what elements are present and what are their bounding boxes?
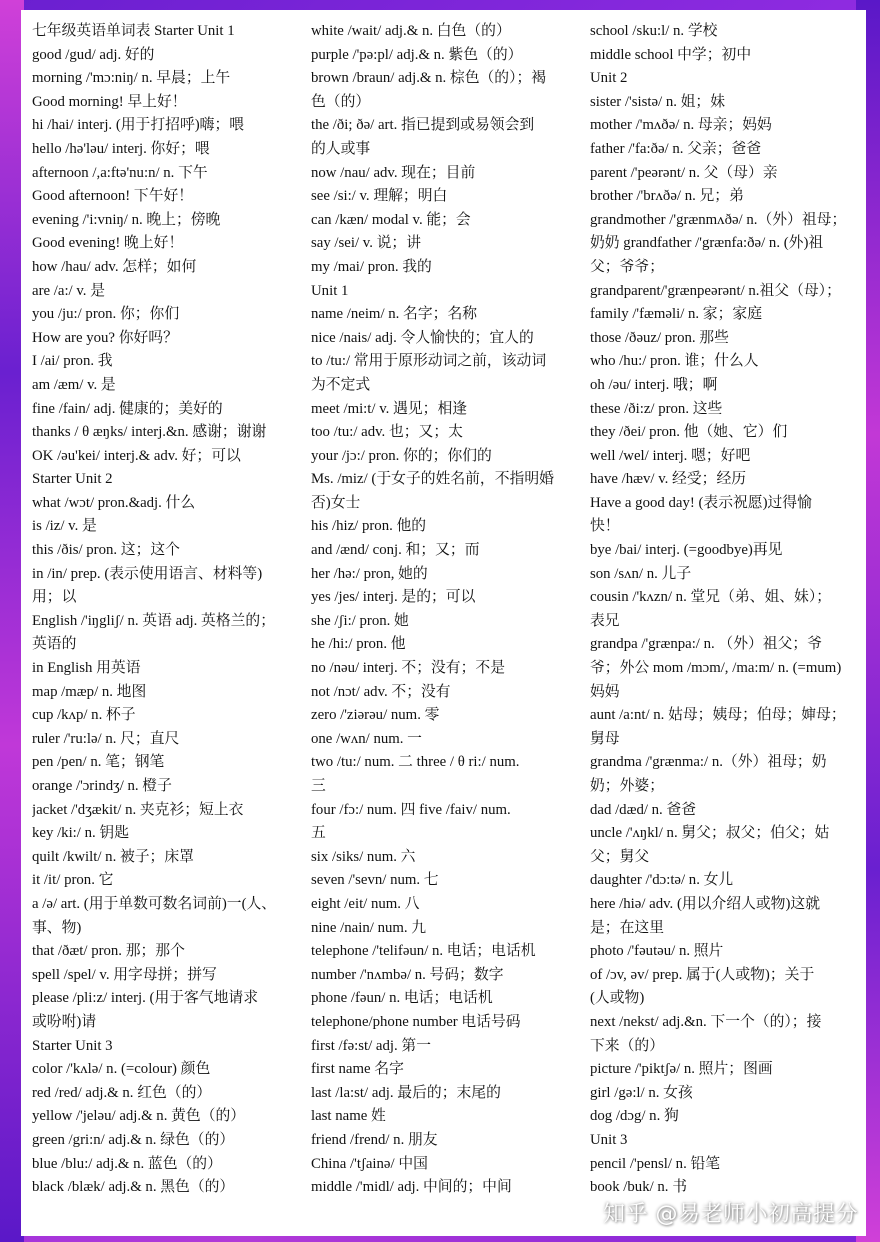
vocab-line: 三 [311,778,326,794]
vocab-line: those /ðəuz/ pron. 那些 [590,329,729,346]
vocab-line: mother /'mʌðə/ n. 母亲；妈妈 [590,117,772,134]
vocab-line: phone /fəun/ n. 电话；电话机 [311,990,493,1007]
vocab-line: 五 [311,825,326,842]
vocab-line: are /a:/ v. 是 [32,282,105,299]
vocab-line: Starter Unit 2 [32,471,113,488]
vocab-line: white /wait/ adj.& n. 白色（的） [311,23,511,39]
vocab-line: grandpa /'grænpa:/ n. （外）祖父；爷 [590,636,822,653]
vocab-line: grandparent/'grænpeərənt/ n.祖父（母）； [590,282,841,299]
vocab-line: in /in/ prep. (表示使用语言、材料等) [32,565,263,582]
vocab-line: Unit 2 [590,70,628,87]
vocab-line: her /hə:/ pron, 她的 [311,565,428,582]
vocab-line: this /ðis/ pron. 这；这个 [32,542,180,559]
vocab-line: 奶奶 grandfather /'grænfa:ðə/ n. (外)祖 [590,235,824,252]
vocab-line: have /hæv/ v. 经受；经历 [590,471,747,488]
vocab-line: she /ʃi:/ pron. 她 [311,612,409,629]
vocab-line: to /tu:/ 常用于原形动词之前，该动词 [311,353,547,370]
vocab-line: the /ði; ðə/ art. 指已提到或易领会到 [311,117,535,134]
vocab-line: they /ðei/ pron. 他（她、它）们 [590,424,788,441]
vocab-line: brother /'brʌðə/ n. 兄；弟 [590,188,744,205]
vocab-line: spell /spel/ v. 用字母拼；拼写 [32,966,217,983]
vocab-line: book /buk/ n. 书 [590,1179,688,1196]
vocab-line: 奶；外婆； [590,778,664,794]
vocab-line: friend /frend/ n. 朋友 [311,1131,438,1148]
vocab-line: pen /pen/ n. 笔；钢笔 [32,754,165,771]
vocab-line: 色（的） [311,93,371,110]
vocab-line: 事、物) [32,919,82,936]
vocab-line: say /sei/ v. 说；讲 [311,235,422,252]
vocab-line: telephone/phone number 电话号码 [311,1013,521,1030]
vocab-line: purple /'pə:pl/ adj.& n. 紫色（的） [311,46,523,63]
vocab-line: nine /nain/ num. 九 [311,919,427,936]
vocab-line: zero /'ziərəu/ num. 零 [311,707,440,724]
vocab-line: telephone /'telifəun/ n. 电话；电话机 [311,943,536,960]
vocab-line: blue /blu:/ adj.& n. 蓝色（的） [32,1155,222,1172]
vocab-line: (人或物) [590,990,645,1007]
vocab-line: middle /'midl/ adj. 中间的；中间 [311,1179,512,1196]
vocab-line: Good evening! 晚上好！ [32,235,184,252]
vocab-line: red /red/ adj.& n. 红色（的） [32,1084,212,1101]
vocab-line: cup /kʌp/ n. 杯子 [32,707,136,724]
vocab-line: 下来（的） [590,1037,664,1054]
vocab-line: his /hiz/ pron. 他的 [311,518,427,535]
vocab-line: 舅母 [590,730,620,747]
vocab-line: parent /'peərənt/ n. 父（母）亲 [590,164,778,181]
vocab-line: is /iz/ v. 是 [32,518,97,535]
vocab-line: he /hi:/ pron. 他 [311,636,406,653]
vocab-line: a /ə/ art. (用于单数可数名词前)一(人、 [32,895,277,912]
vocab-line: 爷；外公 mom /mɔm/, /ma:m/ n. (=mum) [590,660,842,677]
vocab-line: brown /braun/ adj.& n. 棕色（的）；褐 [311,70,547,87]
vocab-line: family /'fæməli/ n. 家；家庭 [590,306,762,323]
vocab-line: here /hiə/ adv. (用以介绍人或物)这就 [590,895,820,912]
vocab-line: Have a good day! (表示祝愿)过得愉 [590,494,812,511]
vocab-line: in English 用英语 [32,660,141,677]
vocab-column-1 [32,20,294,1200]
vocab-line: 否)女士 [311,494,361,511]
vocab-line: picture /'piktʃə/ n. 照片；图画 [590,1061,773,1078]
vocab-line: meet /mi:t/ v. 遇见；相逢 [311,400,468,417]
vocab-line: 英语的 [32,636,77,653]
vocab-line: next /nekst/ adj.&n. 下一个（的）；接 [590,1013,822,1030]
vocab-line: 父；舅父 [590,848,650,865]
vocab-line: hello /hə'ləu/ interj. 你好；喂 [32,140,210,157]
vocab-line: quilt /kwilt/ n. 被子；床罩 [32,848,194,865]
vocab-line: fine /fain/ adj. 健康的；美好的 [32,400,223,417]
vocab-line: aunt /a:nt/ n. 姑母；姨母；伯母；婶母； [590,707,846,724]
vocab-line: nice /nais/ adj. 令人愉快的；宜人的 [311,329,534,346]
vocab-line: evening /'i:vniŋ/ n. 晚上；傍晚 [32,211,221,228]
vocab-line: name /neim/ n. 名字；名称 [311,306,478,323]
vocab-line: green /gri:n/ adj.& n. 绿色（的） [32,1131,235,1148]
vocab-line: English /'iŋgliʃ/ n. 英语 adj. 英格兰的； [32,612,276,629]
vocab-line: thanks / θ æŋks/ interj.&n. 感谢；谢谢 [32,424,267,441]
vocab-line: what /wɔt/ pron.&adj. 什么 [32,494,196,511]
vocab-line: sister /'sistə/ n. 姐；妹 [590,93,726,110]
vocab-line: 表兄 [590,612,620,629]
vocab-line: grandmother /'grænmʌðə/ n.（外）祖母； [590,211,847,228]
vocab-line: key /ki:/ n. 钥匙 [32,825,129,842]
vocab-line: no /nəu/ interj. 不；没有；不是 [311,660,505,677]
vocab-line: orange /'ɔrindʒ/ n. 橙子 [32,778,172,794]
vocab-line: Good morning! 早上好！ [32,93,187,110]
vocab-line: two /tu:/ num. 二 three / θ ri:/ num. [311,754,520,771]
vocab-line: 是；在这里 [590,919,664,936]
vocab-line: see /si:/ v. 理解；明白 [311,188,448,205]
vocab-line: afternoon /,a:ftə'nu:n/ n. 下午 [32,164,208,181]
vocab-line: how /hau/ adv. 怎样；如何 [32,258,197,275]
vocab-line: school /sku:l/ n. 学校 [590,23,718,39]
vocab-line: 为不定式 [311,376,371,393]
vocab-line: first name 名字 [311,1061,404,1078]
vocab-line: good /gud/ adj. 好的 [32,46,155,63]
vocab-line: first /fə:st/ adj. 第一 [311,1037,432,1054]
vocab-line: OK /əu'kei/ interj.& adv. 好；可以 [32,447,241,464]
vocab-line: six /siks/ num. 六 [311,848,416,865]
vocab-line: it /it/ pron. 它 [32,872,114,889]
watermark: 知乎 @易老师小初高提分 [603,1202,858,1227]
vocab-line: can /kæn/ modal v. 能；会 [311,211,471,228]
vocab-column-3 [590,20,856,1200]
vocab-line: eight /eit/ num. 八 [311,895,420,912]
vocab-line: Unit 3 [590,1131,628,1148]
vocab-line: these /ði:z/ pron. 这些 [590,400,723,417]
vocab-line: you /ju:/ pron. 你；你们 [32,306,180,323]
vocab-line: oh /əu/ interj. 哦；啊 [590,376,718,393]
vocab-line: that /ðæt/ pron. 那；那个 [32,943,185,960]
vocab-line: daughter /'dɔ:tə/ n. 女儿 [590,872,734,889]
vocab-column-2 [311,20,573,1200]
vocab-line: black /blæk/ adj.& n. 黑色（的） [32,1179,235,1196]
vocab-line: Good afternoon! 下午好！ [32,188,194,205]
vocab-line: 快！ [590,518,620,535]
vocabulary-sheet [21,10,866,1236]
vocab-line: one /wʌn/ num. 一 [311,730,422,747]
vocab-line: last name 姓 [311,1108,386,1125]
vocab-line: father /'fa:ðə/ n. 父亲；爸爸 [590,140,762,157]
vocab-line: bye /bai/ interj. (=goodbye)再见 [590,542,783,559]
vocab-line: 或吩咐)请 [32,1013,97,1030]
vocab-line: too /tu:/ adv. 也；又；太 [311,424,463,441]
vocab-line: China /'tʃainə/ 中国 [311,1155,428,1172]
vocab-line: 七年级英语单词表 Starter Unit 1 [32,23,235,39]
vocab-line: 妈妈 [590,683,620,700]
vocab-line: who /hu:/ pron. 谁；什么人 [590,353,759,370]
vocab-line: yes /jes/ interj. 是的；可以 [311,589,476,606]
vocab-line: girl /gə:l/ n. 女孩 [590,1084,693,1101]
vocab-line: middle school 中学；初中 [590,46,752,63]
vocab-line: hi /hai/ interj. (用于打招呼)嗨；喂 [32,117,245,134]
vocab-line: 父；爷爷； [590,258,664,275]
vocab-line: son /sʌn/ n. 儿子 [590,565,692,582]
vocab-line: Unit 1 [311,282,349,299]
vocab-line: Ms. /miz/ (于女子的姓名前，不指明婚 [311,471,554,488]
vocab-line: How are you? 你好吗？ [32,329,178,346]
vocab-line: grandma /'grænma:/ n.（外）祖母；奶 [590,754,827,771]
vocab-line: photo /'fəutəu/ n. 照片 [590,943,724,960]
vocab-line: your /jɔ:/ pron. 你的；你们的 [311,447,492,464]
vocab-line: dog /dɔg/ n. 狗 [590,1108,679,1125]
vocab-line: pencil /'pensl/ n. 铅笔 [590,1155,721,1172]
vocab-line: map /mæp/ n. 地图 [32,683,147,700]
vocab-line: please /pli:z/ interj. (用于客气地请求 [32,990,259,1007]
vocab-line: of /ɔv, əv/ prep. 属于(人或物)；关于 [590,966,815,983]
vocab-line: last /la:st/ adj. 最后的；末尾的 [311,1084,501,1101]
vocab-line: my /mai/ pron. 我的 [311,258,432,275]
vocab-line: 用；以 [32,589,77,606]
vocab-line: yellow /'jeləu/ adj.& n. 黄色（的） [32,1108,246,1125]
vocab-line: cousin /'kʌzn/ n. 堂兄（弟、姐、妹）； [590,589,832,606]
vocab-line: not /nɔt/ adv. 不；没有 [311,683,451,700]
vocab-line: color /'kʌlə/ n. (=colour) 颜色 [32,1061,211,1078]
vocab-line: number /'nʌmbə/ n. 号码；数字 [311,966,504,983]
vocab-line: jacket /'dʒækit/ n. 夹克衫；短上衣 [32,801,244,818]
vocab-line: dad /dæd/ n. 爸爸 [590,801,697,818]
vocab-line: Starter Unit 3 [32,1037,113,1054]
vocab-line: I /ai/ pron. 我 [32,353,113,370]
vocab-line: ruler /'ru:lə/ n. 尺；直尺 [32,730,180,747]
vocab-line: 的人或事 [311,140,371,157]
vocab-line: now /nau/ adv. 现在；目前 [311,164,476,181]
vocab-line: am /æm/ v. 是 [32,376,116,393]
vocab-line: four /fɔ:/ num. 四 five /faiv/ num. [311,801,511,818]
vocab-line: and /ænd/ conj. 和；又；而 [311,542,480,559]
vocab-line: uncle /'ʌŋkl/ n. 舅父；叔父；伯父；姑 [590,825,830,842]
vocab-line: seven /'sevn/ num. 七 [311,872,439,889]
vocab-line: well /wel/ interj. 嗯；好吧 [590,447,751,464]
vocab-line: morning /'mɔ:niŋ/ n. 早晨；上午 [32,70,231,87]
